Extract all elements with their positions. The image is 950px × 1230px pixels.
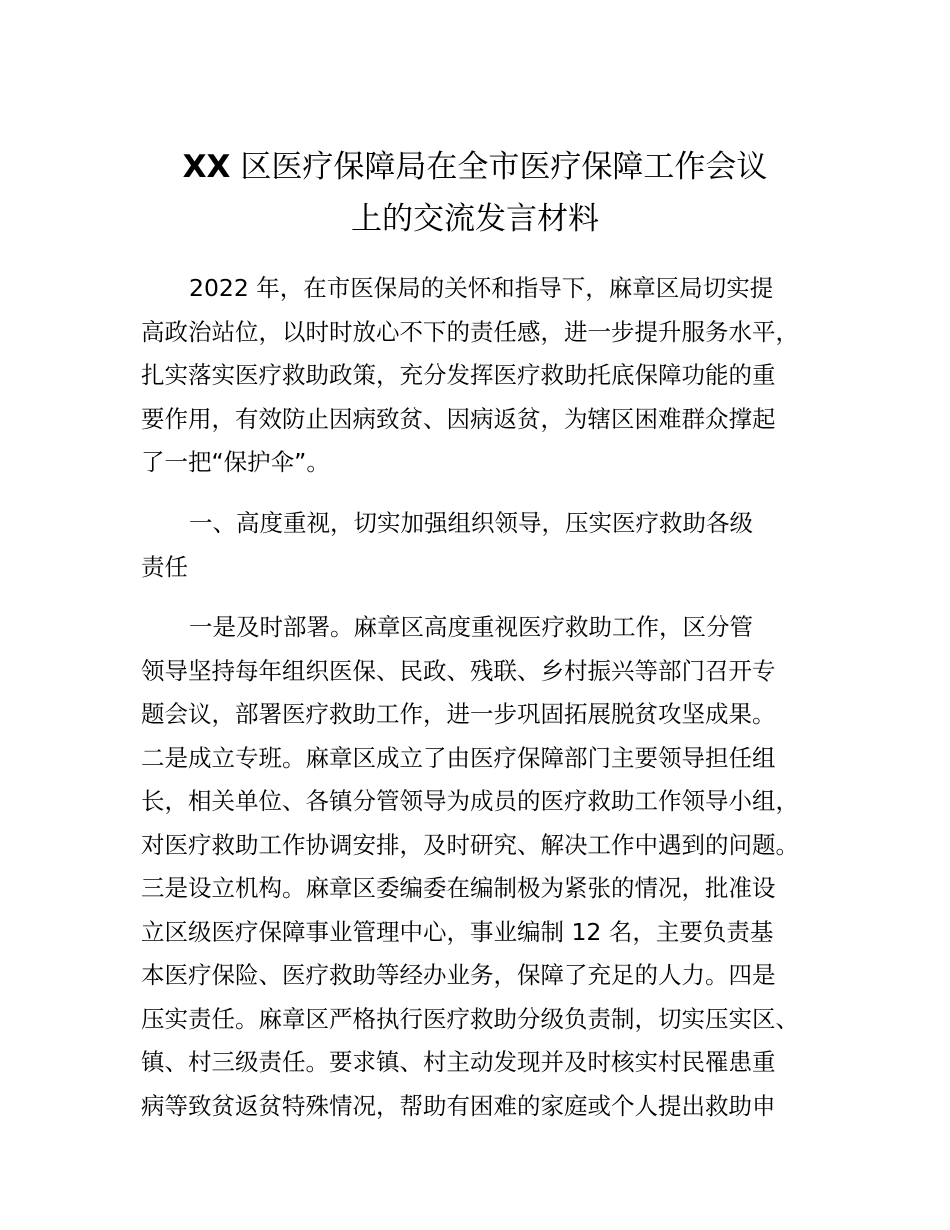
heading-line: 一、高度重视，切实加强组织领导，压实医疗救助各级 <box>189 509 753 537</box>
document-title <box>0 141 950 245</box>
paragraph-line: 一是及时部署。麻章区高度重视医疗救助工作，区分管 <box>189 613 753 641</box>
title-line-1-text: 区医疗保障局在全市医疗保障工作会议 <box>230 149 768 185</box>
paragraph-line: 扎实落实医疗救助政策，充分发挥医疗救助托底保障功能的重 <box>141 361 776 389</box>
title-line-1 <box>0 141 950 193</box>
paragraph-line: 镇、村三级责任。要求镇、村主动发现并及时核实村民罹患重 <box>141 1048 776 1076</box>
paragraph-body <box>141 606 841 1128</box>
paragraph-intro <box>141 267 841 485</box>
paragraph-line: 二是成立专班。麻章区成立了由医疗保障部门主要领导担任组 <box>141 743 776 772</box>
paragraph-line: 长，相关单位、各镇分管领导为成员的医疗救助工作领导小组， <box>141 787 799 815</box>
heading-line: 责任 <box>141 552 188 581</box>
paragraph-line: 高政治站位，以时时放心不下的责任感，进一步提升服务水平， <box>141 317 799 346</box>
paragraph-line: 病等致贫返贫特殊情况，帮助有困难的家庭或个人提出救助申 <box>141 1091 776 1120</box>
paragraph-line: 三是设立机构。麻章区委编委在编制极为紧张的情况，批准设 <box>141 874 776 902</box>
paragraph-line: 要作用，有效防止因病致贫、因病返贫，为辖区困难群众撑起 <box>141 404 776 433</box>
section-heading-1 <box>141 502 841 589</box>
paragraph-line: 2022 年，在市医保局的关怀和指导下，麻章区局切实提 <box>189 274 774 302</box>
paragraph-line: 题会议，部署医疗救助工作，进一步巩固拓展脱贫攻坚成果。 <box>141 700 776 728</box>
paragraph-line: 了一把“保护伞”。 <box>141 448 330 476</box>
paragraph-line: 领导坚持每年组织医保、民政、残联、乡村振兴等部门召开专 <box>141 656 776 685</box>
paragraph-line: 对医疗救助工作协调安排，及时研究、解决工作中遇到的问题。 <box>141 830 799 859</box>
paragraph-line: 本医疗保险、医疗救助等经办业务，保障了充足的人力。四是 <box>141 961 776 989</box>
paragraph-line: 压实责任。麻章区严格执行医疗救助分级负责制，切实压实区、 <box>141 1004 799 1033</box>
paragraph-line: 立区级医疗保障事业管理中心，事业编制 12 名，主要负责基 <box>141 917 774 946</box>
title-bold-prefix: XX <box>182 149 231 185</box>
title-line-2: 上的交流发言材料 <box>351 201 599 237</box>
